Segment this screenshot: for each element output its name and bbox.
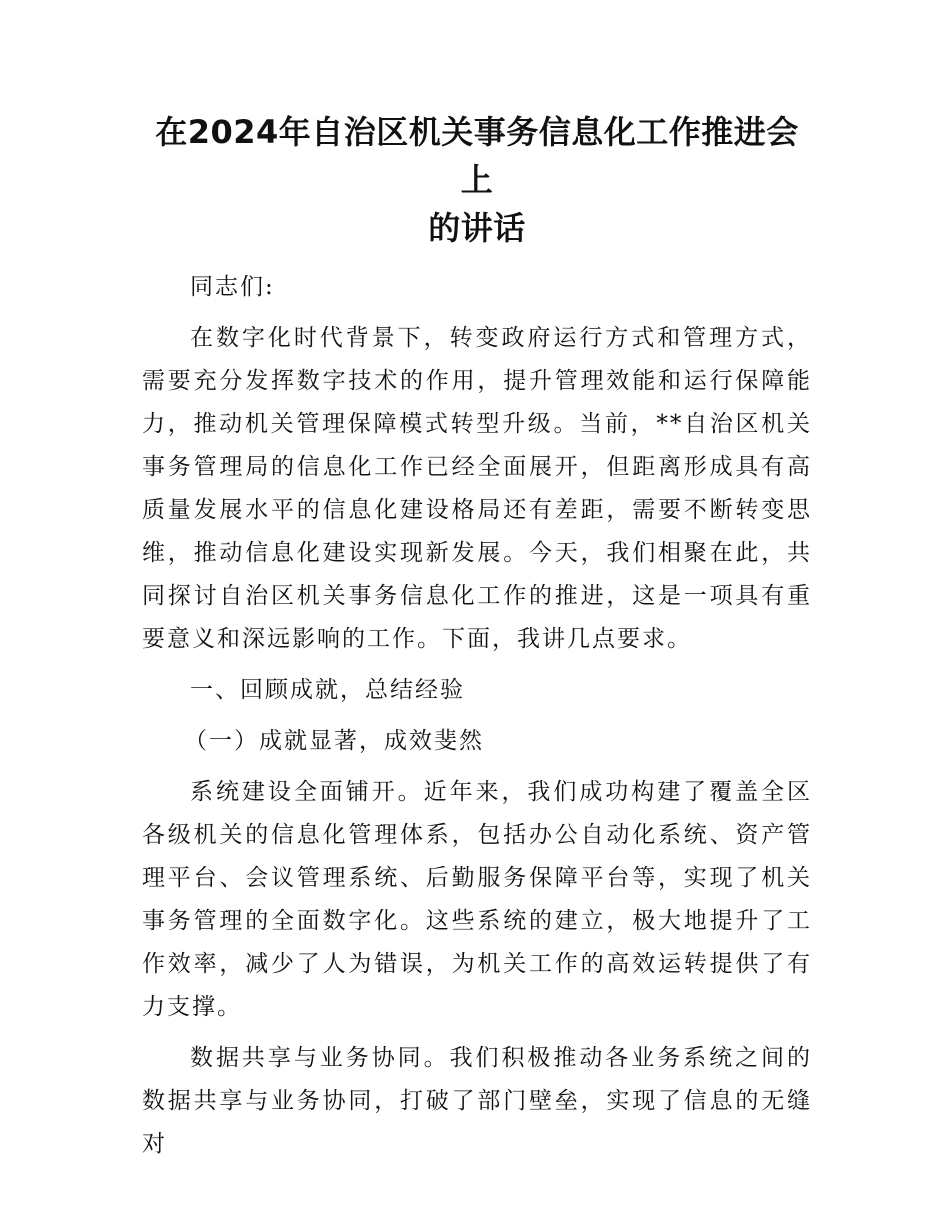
intro-paragraph: 在数字化时代背景下，转变政府运行方式和管理方式，需要充分发挥数字技术的作用，提升管理效能和运行保障能力，推动机关管理保障模式转型升级。当前，**自治区机关事务管理局的信息化工作已经全面展开，但距离形成具有高质量发展水平的信息化建设格局还有差距，需要不断转变思维，推动信息化建设实现新发展。今天，我们相聚在此，共同探讨自治区机关事务信息化工作的推进，这是一项具有重要意义和深远影响的工作。下面，我讲几点要求。 bbox=[142, 325, 812, 652]
salutation: 同志们: bbox=[190, 274, 275, 300]
title-line-1: 在2024年自治区机关事务信息化工作推进会上 bbox=[155, 113, 799, 199]
document-title bbox=[142, 108, 812, 252]
paragraph-system-construction: 系统建设全面铺开。近年来，我们成功构建了覆盖全区各级机关的信息化管理体系，包括办公自动化系统、资产管理平台、会议管理系统、后勤服务保障平台等，实现了机关事务管理的全面数字化。这些系统的建立，极大地提升了工作效率，减少了人为错误，为机关工作的高效运转提供了有力支撑。 bbox=[142, 779, 812, 1020]
section-heading-1: 一、回顾成就，总结经验 bbox=[190, 677, 465, 703]
title-line-2: 的讲话 bbox=[428, 209, 526, 247]
paragraph-data-sharing: 数据共享与业务协同。我们积极推动各业务系统之间的数据共享与业务协同，打破了部门壁垒，实现了信息的无缝对 bbox=[142, 1045, 812, 1157]
document-page bbox=[142, 108, 812, 1174]
subsection-heading-1: （一）成就显著，成效斐然 bbox=[184, 728, 484, 754]
